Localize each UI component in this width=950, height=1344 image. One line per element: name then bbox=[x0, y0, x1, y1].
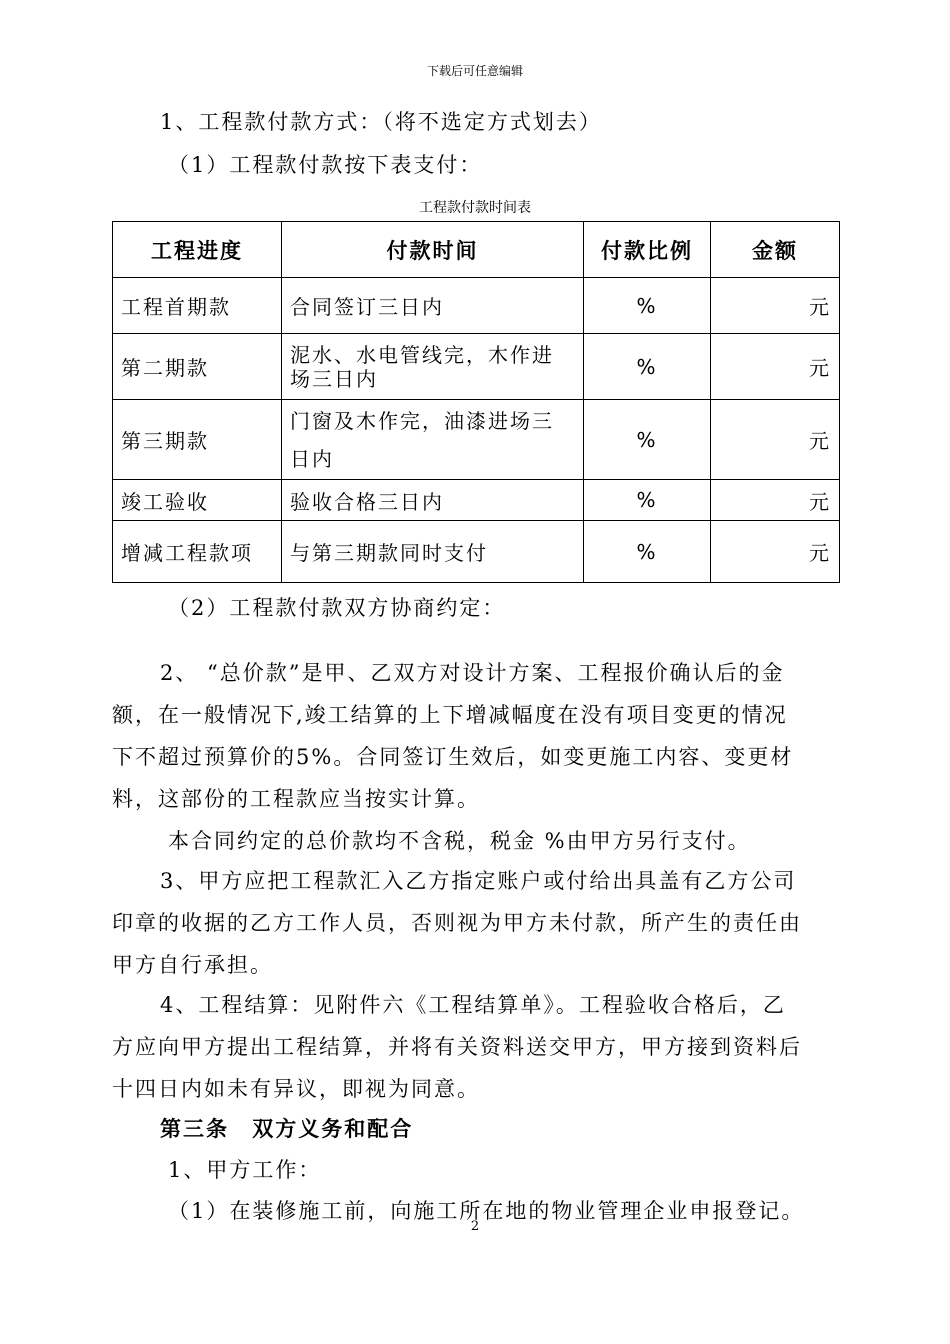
clause-4-line-3: 十四日内如未有异议，即视为同意。 bbox=[112, 1077, 480, 1101]
time-cell: 验收合格三日内 bbox=[282, 480, 584, 521]
stage-cell: 第三期款 bbox=[113, 400, 282, 480]
header-amount: 金额 bbox=[711, 222, 840, 278]
header-ratio: 付款比例 bbox=[584, 222, 711, 278]
clause-2-line-1: 2、 “总价款”是甲、乙双方对设计方案、工程报价确认后的金 bbox=[160, 661, 785, 685]
table-row bbox=[113, 278, 840, 334]
page-number: 2 bbox=[470, 1219, 480, 1234]
payment-option-1: （1）工程款付款按下表支付： bbox=[168, 153, 483, 177]
clause-2-line-4: 料，这部份的工程款应当按实计算。 bbox=[112, 787, 480, 811]
stage-cell: 第二期款 bbox=[113, 334, 282, 400]
table-row bbox=[113, 521, 840, 583]
clause-2-line-3: 下不超过预算价的5%。合同签订生效后，如变更施工内容、变更材 bbox=[112, 745, 794, 769]
amount-cell: 元 bbox=[711, 521, 840, 583]
stage-cell: 增减工程款项 bbox=[113, 521, 282, 583]
table-header-row bbox=[113, 222, 840, 278]
clause-4-line-2: 方应向甲方提出工程结算，并将有关资料送交甲方，甲方接到资料后 bbox=[112, 1035, 802, 1059]
table-caption: 工程款付款时间表 bbox=[419, 200, 531, 216]
header-note: 下载后可任意编辑 bbox=[426, 64, 523, 78]
tax-clause: 本合同约定的总价款均不含税，税金 %由甲方另行支付。 bbox=[168, 829, 751, 853]
time-cell: 门窗及木作完，油漆进场三日内 bbox=[282, 400, 584, 480]
article-3-title: 第三条 双方义务和配合 bbox=[160, 1116, 414, 1141]
payment-option-2: （2）工程款付款双方协商约定： bbox=[168, 596, 506, 620]
header-progress: 工程进度 bbox=[113, 222, 282, 278]
payment-method-heading: 1、工程款付款方式：（将不选定方式划去） bbox=[160, 110, 602, 134]
table-row bbox=[113, 400, 840, 480]
ratio-cell: % bbox=[584, 278, 711, 334]
party-a-duties-heading: 1、甲方工作： bbox=[168, 1158, 322, 1182]
ratio-cell: % bbox=[584, 400, 711, 480]
clause-3-line-1: 3、甲方应把工程款汇入乙方指定账户或付给出具盖有乙方公司 bbox=[160, 869, 797, 893]
stage-cell: 工程首期款 bbox=[113, 278, 282, 334]
time-cell: 与第三期款同时支付 bbox=[282, 521, 584, 583]
stage-cell: 竣工验收 bbox=[113, 480, 282, 521]
clause-3-line-3: 甲方自行承担。 bbox=[112, 953, 273, 977]
clause-4-line-1: 4、工程结算：见附件六《工程结算单》。工程验收合格后，乙 bbox=[160, 993, 786, 1017]
ratio-cell: % bbox=[584, 334, 711, 400]
clause-3-line-2: 印章的收据的乙方工作人员，否则视为甲方未付款，所产生的责任由 bbox=[112, 911, 802, 935]
header-time: 付款时间 bbox=[282, 222, 584, 278]
ratio-cell: % bbox=[584, 480, 711, 521]
party-a-duty-1: （1）在装修施工前，向施工所在地的物业管理企业申报登记。 bbox=[168, 1199, 805, 1223]
amount-cell: 元 bbox=[711, 480, 840, 521]
clause-2-line-2: 额，在一般情况下,竣工结算的上下增减幅度在没有项目变更的情况 bbox=[112, 703, 788, 727]
ratio-cell: % bbox=[584, 521, 711, 583]
amount-cell: 元 bbox=[711, 278, 840, 334]
time-cell: 合同签订三日内 bbox=[282, 278, 584, 334]
time-cell: 泥水、水电管线完，木作进场三日内 bbox=[282, 334, 584, 400]
amount-cell: 元 bbox=[711, 400, 840, 480]
table-row bbox=[113, 480, 840, 521]
amount-cell: 元 bbox=[711, 334, 840, 400]
table-row bbox=[113, 334, 840, 400]
payment-schedule-table bbox=[112, 221, 840, 583]
